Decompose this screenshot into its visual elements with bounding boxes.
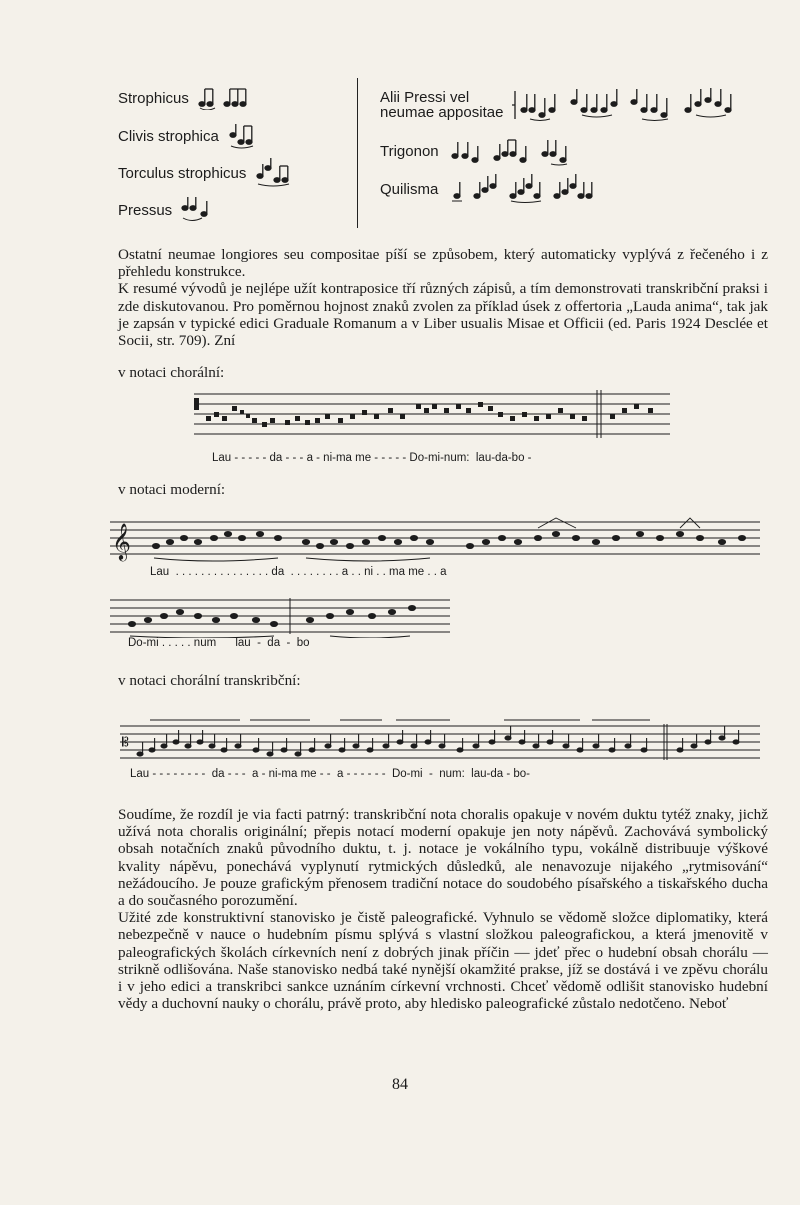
neume-row-alii-pressi <box>380 88 757 122</box>
intro-paragraphs <box>118 246 768 349</box>
lyrics-modern-1: Lau . . . . . . . . . . . . . . . da . . . . . . . . a . . ni . . ma me . . a <box>150 566 447 578</box>
neume-name: Torculus strophicus <box>118 164 247 182</box>
trigonon-notes-icon <box>447 136 647 166</box>
neume-name: Clivis strophica <box>118 127 219 145</box>
label-choral: v notaci chorální: <box>118 364 225 381</box>
neume-row-strophicus <box>118 86 263 110</box>
quilisma-notes-icon <box>447 174 647 204</box>
paragraph-3: Soudíme, že rozdíl je via facti patrný: transkribční nota choralis opakuje v novém duktu tytéž znaky, jichž užívá nota choralis originální; přepis notací moderní opakuje jen noty nápěvů. Zachovává symbolický obsah notačních znaků původního duktu, t. j. notace je vokálního typu, vokálně distribuuje výškové kvality nápěvu, ponechává vyplynutí rytmických důsledků, ale nenavozuje nijakého „rytmisování“ nežádoucího. Je pouze grafickým přenosem tradiční notace do soudobého písařského a tiskařského ducha a do současného porozumění. <box>118 806 768 910</box>
svg-text:𝄡: 𝄡 <box>122 735 129 749</box>
pressus-notes-icon <box>180 196 220 224</box>
alii-pressi-notes-icon <box>512 88 757 122</box>
modern-notation-staff-2 <box>110 594 470 638</box>
table-divider <box>357 78 358 228</box>
page-number: 84 <box>392 1076 408 1093</box>
lyrics-transcription: Lau - - - - - - - - da - - - a - ni-ma me - - a - - - - - - Do-mi - num: lau-da - bo- <box>130 768 530 780</box>
modern-notation-staff-1 <box>110 514 770 564</box>
clivis-strophica-notes-icon <box>227 123 267 149</box>
neume-row-torculus-strophicus <box>118 158 299 188</box>
label-modern: v notaci moderní: <box>118 481 226 498</box>
neume-row-trigonon <box>380 136 647 166</box>
transcription-notation-staff <box>110 712 770 770</box>
neume-table <box>118 78 768 238</box>
neume-name: Trigonon <box>380 142 439 160</box>
neume-name-line1: Alii Pressi vel <box>380 89 470 106</box>
neume-name: Quilisma <box>380 180 439 198</box>
paragraph-1: Ostatní neumae longiores seu compositae píší se způsobem, který automaticky vyplývá z řečeného i z přehledu konstrukce. <box>118 246 768 281</box>
neume-row-clivis-strophica <box>118 123 267 149</box>
paragraph-4: Užité zde konstruktivní stanovisko je čistě paleografické. Vyhnulo se vědomě složce diplomatiky, která nebezpečně v nauce o hudebním písmu splývá s vlastní složkou paleografickou, a která jmenovitě v paleografických školách církevních není z dobrých jinak příčin — jdeť přec o hudební obsah chorálu — strikně odlišována. Naše stanovisko nedbá také nynější okamžité prakse, jíž se dostává i ve zpěvu chorálu i v jeho edici a transkribci sankce uznáním církevní vrchnosti. Chceť vědomě odlišit stanovisko hudební vědy a duchovní nauky o chorálu, právě proto, aby hledisko paleografické zůstalo nedotčeno. Neboť <box>118 909 768 1013</box>
strophicus-notes-icon <box>197 86 263 110</box>
torculus-strophicus-notes-icon <box>255 158 299 188</box>
neume-name: Strophicus <box>118 89 189 107</box>
lyrics-modern-2: Do-mi . . . . . num lau - da - bo <box>128 637 310 649</box>
lyrics-choral: Lau - - - - - da - - - a - ni-ma me - - - - - Do-mi-num: lau-da-bo - <box>212 452 532 464</box>
neume-row-quilisma <box>380 174 647 204</box>
paragraph-2: K resumé vývodů je nejlépe užít kontraposice tří různých zápisů, a tím demonstrovati transkribční praksi i zde diskutovanou. Pro poměrnou hojnost znaků zvolen za příklad úsek z offertoria „Lauda anima“, tak jak je zapsán v typické edici Graduale Romanum a v Liber usualis Misae et Officii (ed. Paris 1924 Desclée et Socii, str. 709). Zní <box>118 280 768 350</box>
svg-text:𝄞: 𝄞 <box>112 522 131 560</box>
neume-name: Pressus <box>118 201 173 219</box>
discussion-paragraphs <box>118 806 768 1012</box>
label-transcription: v notaci chorální transkribční: <box>118 672 301 689</box>
neume-name <box>380 90 503 120</box>
neume-name-line2: neumae appositae <box>380 104 504 121</box>
neume-row-pressus <box>118 196 220 224</box>
choral-notation-staff <box>110 386 680 446</box>
